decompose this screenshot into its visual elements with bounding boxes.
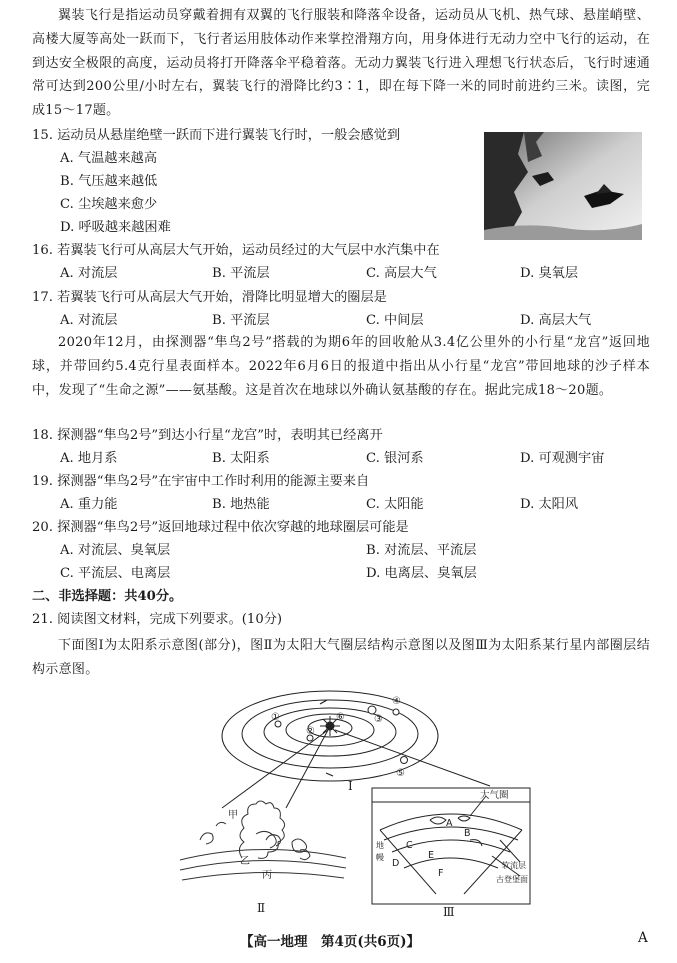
q17-option-a[interactable]: A. 对流层 bbox=[60, 313, 118, 328]
q20-option-a[interactable]: A. 对流层、臭氧层 bbox=[60, 543, 171, 558]
q18-option-b[interactable]: B. 太阳系 bbox=[212, 451, 270, 466]
question-21-material: 下面图Ⅰ为太阳系示意图(部分)，图Ⅱ为太阳大气圈层结构示意图以及图Ⅲ为太阳系某行星内部圈层结构示意图。 bbox=[32, 638, 650, 677]
q20-option-c[interactable]: C. 平流层、电离层 bbox=[60, 566, 171, 581]
q18-option-a[interactable]: A. 地月系 bbox=[60, 451, 118, 466]
planet-2-label: ② bbox=[306, 726, 315, 737]
material-paragraph-2: 2020年12月，由探测器“隼鸟2号”搭载的为期6年的回收舱从3.4亿公里外的小行星“龙宫”返回地球，并带回约5.4克行星表面样本。2022年6月6日的报道中指出从小行星“龙宫”带回地球的沙子样本中，发现了“生命之源”——氨基酸。这是首次在地球以外确认氨基酸的存在。据此完成18～20题。 bbox=[32, 335, 650, 398]
q15-option-d[interactable]: D. 呼吸越来越困难 bbox=[60, 220, 171, 235]
fig2-layer-yi-label: 乙 bbox=[240, 856, 250, 867]
q15-option-b[interactable]: B. 气压越来越低 bbox=[60, 174, 158, 189]
q18-option-c[interactable]: C. 银河系 bbox=[366, 451, 424, 466]
q16-option-b[interactable]: B. 平流层 bbox=[212, 266, 270, 281]
fig2-layer-bing-label: 丙 bbox=[262, 870, 272, 881]
figure-2-label: Ⅱ bbox=[257, 901, 266, 915]
page-footer: 【高一地理 第4页(共6页)】 bbox=[240, 934, 421, 950]
q18-option-d[interactable]: D. 可观测宇宙 bbox=[520, 451, 605, 466]
fig3-layer-b-label: B bbox=[464, 828, 471, 839]
planet-4-label: ④ bbox=[392, 696, 401, 707]
q19-option-d[interactable]: D. 太阳风 bbox=[520, 497, 579, 512]
section-heading-nonchoice: 二、非选择题：共40分。 bbox=[32, 589, 183, 604]
fig3-layer-d-label: D bbox=[392, 858, 400, 869]
question-21: 21. 阅读图文材料，完成下列要求。(10分) bbox=[32, 612, 283, 627]
q20-option-d[interactable]: D. 电离层、臭氧层 bbox=[366, 566, 477, 581]
sun-label: ⑥ bbox=[336, 712, 345, 723]
question-18: 18. 探测器“隼鸟2号”到达小行星“龙宫”时，表明其已经离开 bbox=[32, 428, 383, 443]
q16-option-c[interactable]: C. 高层大气 bbox=[366, 266, 437, 281]
fig3-left-label-1: 地 bbox=[376, 841, 384, 850]
figure-1-label: Ⅰ bbox=[348, 779, 353, 793]
fig3-gutenberg-label: 古登堡面 bbox=[496, 875, 528, 884]
question-17: 17. 若翼装飞行可从高层大气开始，滑降比明显增大的圈层是 bbox=[32, 290, 387, 305]
question-19: 19. 探测器“隼鸟2号”在宇宙中工作时利用的能源主要来自 bbox=[32, 474, 370, 489]
q15-option-a[interactable]: A. 气温越来越高 bbox=[60, 151, 158, 166]
fig3-atmosphere-label: 大气圈 bbox=[480, 790, 509, 801]
fig3-layer-f-label: F bbox=[438, 868, 444, 879]
material-paragraph-1: 翼装飞行是指运动员穿戴着拥有双翼的飞行服装和降落伞设备，运动员从飞机、热气球、悬崖峭壁、高楼大厦等高处一跃而下，飞行者运用肢体动作来掌控滑翔方向，用身体进行无动力空中飞行的运动，在到达安全极限的高度，运动员将打开降落伞平稳着落。无动力翼装飞行进入理想飞行状态后，飞行时速通常可达到200公里/小时左右，翼装飞行的滑降比约3∶1，即在每下降一米的同时前进约三米。读图，完成15～17题。 bbox=[32, 8, 650, 119]
question-15: 15. 运动员从悬崖绝壁一跃而下进行翼装飞行时，一般会感觉到 bbox=[32, 128, 401, 143]
question-16: 16. 若翼装飞行可从高层大气开始，运动员经过的大气层中水汽集中在 bbox=[32, 243, 440, 258]
planet-1-label: ① bbox=[271, 712, 280, 723]
q17-option-d[interactable]: D. 高层大气 bbox=[520, 313, 592, 328]
q20-option-b[interactable]: B. 对流层、平流层 bbox=[366, 543, 477, 558]
planet-interior-figure bbox=[372, 788, 530, 904]
q15-option-c[interactable]: C. 尘埃越来愈少 bbox=[60, 197, 158, 212]
q16-option-a[interactable]: A. 对流层 bbox=[60, 266, 118, 281]
fig3-layer-a-label: A bbox=[446, 818, 453, 829]
planet-3-label: ③ bbox=[374, 714, 383, 725]
q17-option-b[interactable]: B. 平流层 bbox=[212, 313, 270, 328]
q17-option-c[interactable]: C. 中间层 bbox=[366, 313, 424, 328]
planet-5-label: ⑤ bbox=[396, 768, 405, 779]
question-20: 20. 探测器“隼鸟2号”返回地球过程中依次穿越的地球圈层可能是 bbox=[32, 520, 409, 535]
fig2-layer-jia-label: 甲 bbox=[228, 810, 238, 821]
q16-option-d[interactable]: D. 臭氧层 bbox=[520, 266, 579, 281]
fig3-left-label-2: 幔 bbox=[376, 853, 384, 862]
q19-option-a[interactable]: A. 重力能 bbox=[60, 497, 118, 512]
exam-version-letter: A bbox=[638, 930, 648, 946]
solar-atmosphere-figure bbox=[180, 801, 346, 880]
figure-3-label: Ⅲ bbox=[443, 905, 455, 919]
figures-diagram bbox=[0, 690, 677, 920]
q19-option-b[interactable]: B. 地热能 bbox=[212, 497, 270, 512]
fig3-asthenosphere-label: 软流层 bbox=[502, 861, 526, 870]
q19-option-c[interactable]: C. 太阳能 bbox=[366, 497, 424, 512]
fig3-layer-c-label: C bbox=[406, 840, 413, 851]
solar-system-figure bbox=[222, 691, 490, 808]
wingsuit-photo bbox=[484, 132, 642, 240]
fig3-layer-e-label: E bbox=[428, 850, 435, 861]
